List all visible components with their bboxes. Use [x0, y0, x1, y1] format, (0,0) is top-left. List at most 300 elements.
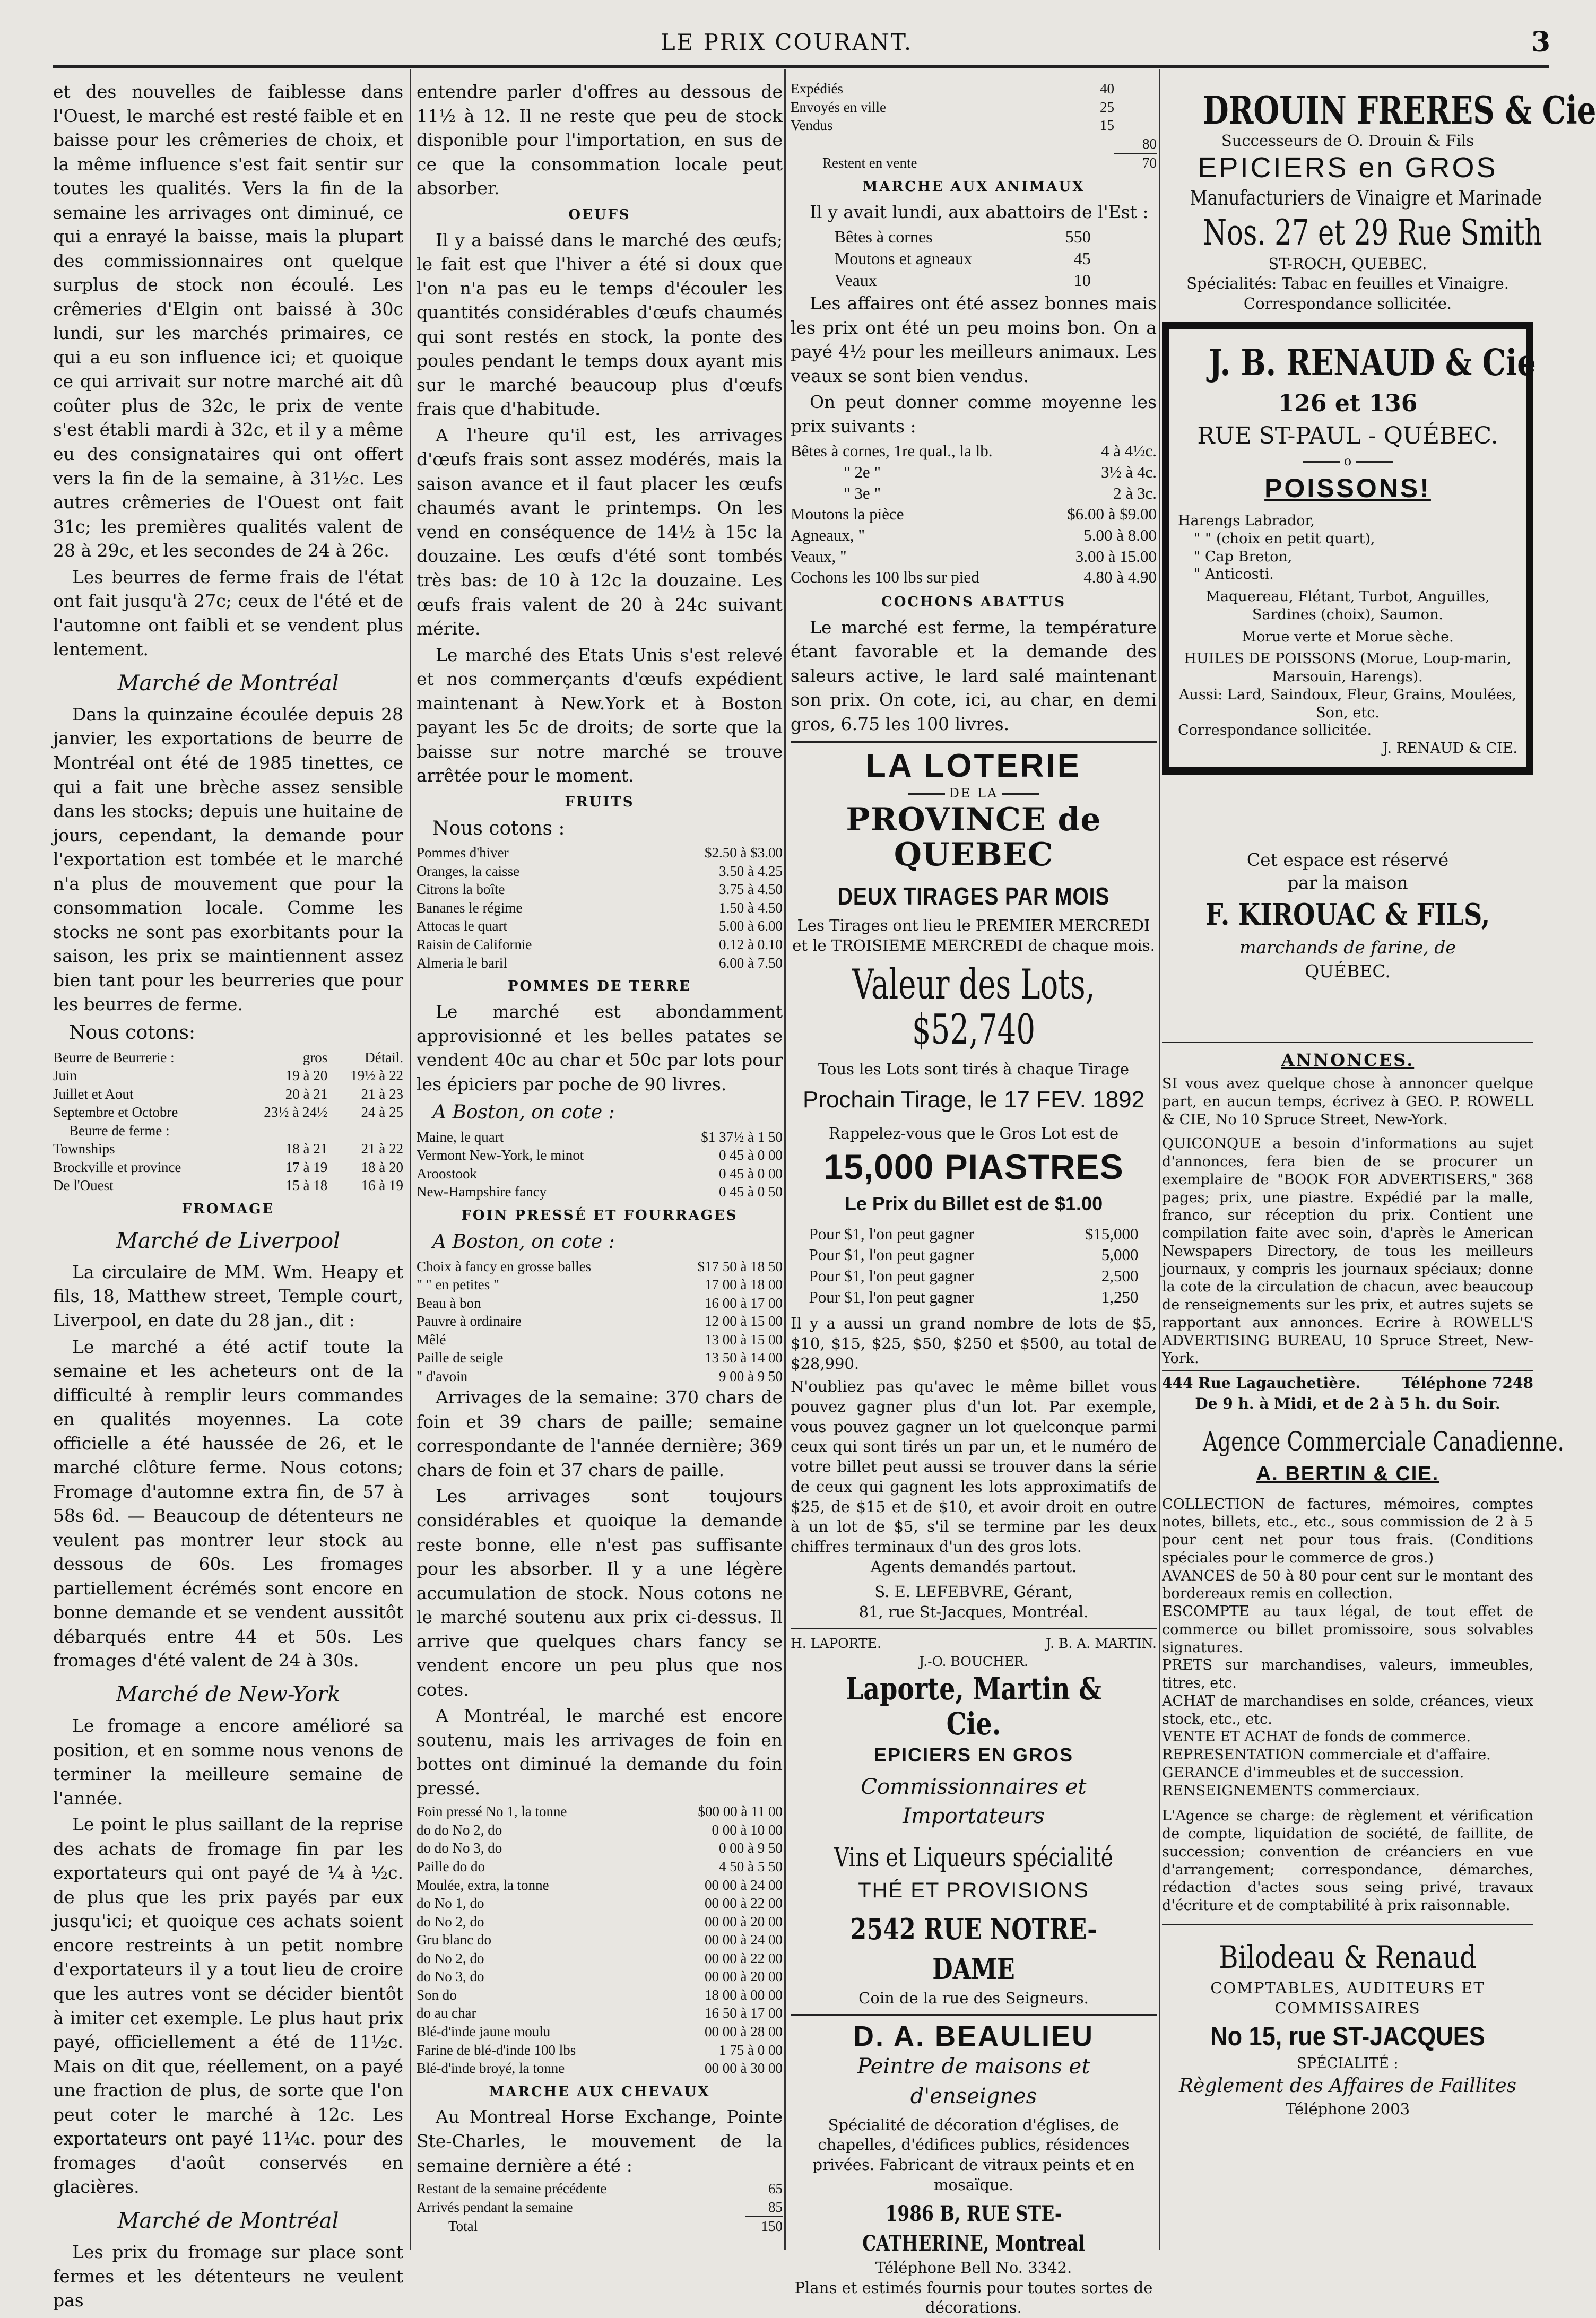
table-cell: 15 à 18 [285, 1177, 328, 1194]
table-row [417, 2198, 783, 2217]
table-cell: 1.50 à 4.50 [719, 899, 783, 916]
table-cell: 18 à 20 [361, 1159, 403, 1175]
table-cell: Citrons la boîte [417, 881, 505, 898]
divider [791, 2014, 1157, 2016]
table-cell: 0 00 à 10 00 [712, 1821, 783, 1838]
table-cell: Gru blanc do [417, 1932, 491, 1948]
table-cell: 00 00 à 24 00 [705, 1877, 783, 1893]
table-row [791, 503, 1157, 525]
column-divider [784, 69, 786, 2250]
divider [1162, 1924, 1533, 1925]
table-cell: Juin [53, 1067, 77, 1084]
table-row [791, 567, 1157, 588]
ad-text: Maquereau, Flétant, Turbot, Anguilles, Sardines (choix), Saumon. [1205, 588, 1490, 623]
table-cell: 6.00 à 7.50 [719, 954, 783, 971]
table-cell: 2,500 [1101, 1266, 1139, 1285]
section-heading: Marché de Montréal [117, 2208, 339, 2233]
ad-text: N'oubliez pas qu'avec le même billet vous pouvez gagner plus d'un lot. Par exemple, vous pouvez gagner un lot quelconque parmi ceux qui sont tirés un par un, et le numéro de votre billet peut aussi se trouver dans la série de ceux qui gagnent les lots approximatifs de $25, de $15 et de $10, et avoir droit en outre à un lot de $5, s'il se termine par les deux chiffres terminaux d'un des gros lots. [791, 1377, 1157, 1556]
ad-text: SPÉCIALITÉ : [1297, 2055, 1399, 2072]
table-cell: $6.00 à $9.00 [1067, 505, 1157, 524]
table-cell: 24 à 25 [361, 1104, 403, 1121]
table-row [809, 1265, 1139, 1287]
ad-title: F. KIROUAC & FILS, [1205, 897, 1490, 932]
table-cell: 13 00 à 15 00 [705, 1331, 783, 1348]
table-cell: 16 00 à 17 00 [705, 1295, 783, 1311]
table-cell: 00 00 à 30 00 [705, 2060, 783, 2077]
ad-text: Il y a aussi un grand nombre de lots de $5, $10, $15, $25, $50, $250 et $500, au total de $28,990. [791, 1314, 1157, 1373]
kirouac-ad [1162, 849, 1533, 984]
ad-title: DROUIN FRERES & Cie [1203, 88, 1596, 133]
table-cell: 00 00 à 22 00 [705, 1895, 783, 1912]
table-cell: Cochons les 100 lbs sur pied [791, 568, 979, 587]
table-cell: $1 37½ à 1 50 [701, 1128, 783, 1145]
ad-text: QUÉBEC. [1305, 961, 1391, 982]
table-row [417, 1294, 783, 1313]
table-cell: Attocas le quart [417, 918, 507, 934]
ad-heading: EPICIERS EN GROS [873, 1744, 1074, 1766]
page-number: 3 [1531, 26, 1552, 58]
paragraph: Les prix du fromage sur place sont fermes et les détenteurs ne veulent pas [53, 2241, 403, 2311]
table-row [53, 1158, 403, 1177]
table-cell: Arrivés pendant la semaine [417, 2199, 573, 2216]
table-cell: 70 [1114, 153, 1157, 172]
paragraph: A l'heure qu'il est, les arrivages d'œufs frais sont assez modérés, mais la saison avance et il faut placer les œufs chaumés avant le printemps. On les vend en conséquence de 14½ à 15c la douzaine. Les œufs d'été sont tombés très bas: de 10 à 12c la douzaine. Les œufs frais valent de 20 à 24c suivant mérite. [417, 424, 783, 639]
ad-text: ACHAT de marchandises en solde, créances, vieux stock, etc., etc. [1162, 1692, 1533, 1727]
table-cell: 5,000 [1101, 1245, 1139, 1264]
table-cell: Farine de blé-d'inde 100 lbs [417, 2042, 576, 2058]
livestock-price-table [791, 440, 1157, 588]
table-row [417, 1275, 783, 1294]
ad-text: GERANCE d'immeubles et de succession. [1162, 1764, 1464, 1781]
ad-title: LA LOTERIE [865, 748, 1082, 785]
ad-text: J.-O. BOUCHER. [919, 1654, 1028, 1670]
table-row [417, 1257, 783, 1276]
table-cell: 3.75 à 4.50 [719, 881, 783, 898]
table-cell: 5.00 à 6.00 [719, 918, 783, 934]
ad-heading: 2542 RUE NOTRE-DAME [850, 1912, 1097, 1986]
table-cell: 9 00 à 9 50 [719, 1368, 783, 1384]
lead-text: Nous cotons: [69, 1021, 196, 1044]
table-cell [1081, 153, 1114, 172]
table-cell: 00 00 à 22 00 [705, 1950, 783, 1966]
ad-text: Téléphone 7248 [1401, 1374, 1533, 1392]
ad-heading: No 15, rue ST-JACQUES [1210, 2021, 1485, 2052]
ad-text: Plans et estimés fournis pour toutes sortes de décorations. [794, 2278, 1153, 2317]
paragraph: Il y avait lundi, aux abattoirs de l'Est : [810, 201, 1149, 222]
ad-text: Téléphone Bell No. 3342. [875, 2258, 1072, 2277]
table-cell: " 2e " [844, 462, 881, 481]
table-cell: Pour $1, l'on peut gagner [809, 1224, 974, 1243]
table-cell: 00 00 à 28 00 [705, 2023, 783, 2039]
table-cell: Beurre de Beurrerie : [53, 1049, 175, 1065]
fruits-price-table [417, 844, 783, 972]
table-cell: 16 50 à 17 00 [705, 2005, 783, 2021]
table-row [791, 80, 1157, 98]
ad-text: Rappelez-vous que le Gros Lot est de [828, 1124, 1119, 1142]
table-cell: 4 50 à 5 50 [719, 1859, 783, 1875]
hay-montreal-price-table [417, 1802, 783, 2077]
ad-heading: DEUX TIRAGES PAR MOIS [837, 882, 1110, 910]
section-heading: Marché de Montréal [117, 671, 339, 696]
table-cell: 21 à 22 [361, 1141, 403, 1157]
table-row [417, 844, 783, 862]
section-heading: COCHONS ABATTUS [881, 594, 1066, 610]
table-row [417, 2022, 783, 2041]
table-cell: 18 à 21 [285, 1141, 328, 1157]
table-cell: 12 00 à 15 00 [705, 1313, 783, 1330]
ad-title: Agence Commerciale Canadienne. [1203, 1426, 1564, 1457]
ad-heading: Manufacturiers de Vinaigre et Marinade [1190, 186, 1542, 210]
ad-text: ST-ROCH, QUEBEC. [1268, 254, 1427, 273]
section-heading: FRUITS [565, 794, 635, 810]
animals-table [835, 226, 1091, 291]
table-cell: 20 à 21 [285, 1086, 328, 1102]
table-cell: Blé-d'inde broyé, la tonne [417, 2060, 565, 2077]
divider [1162, 1042, 1533, 1043]
table-row [791, 440, 1157, 462]
ad-heading: Règlement des Affaires de Faillites [1178, 2075, 1517, 2097]
table-row [809, 1223, 1139, 1245]
table-cell: Moutons et agneaux [834, 249, 973, 268]
table-cell: Pour $1, l'on peut gagner [809, 1266, 974, 1285]
table-cell: Détail. [365, 1049, 403, 1065]
ad-text: Harengs Labrador, [1178, 513, 1315, 529]
paragraph: Les arrivages sont toujours considérables et quoique la demande reste bonne, elle n'est pas suffisante pour les absorber. Il y a une légère accumulation de stock. Nous cotons ne le marché soutenu aux prix ci-dessus. Il arrive que quelques chars fancy se vendent encore un peu plus que nos cotes. [417, 1486, 783, 1700]
table-cell [1114, 98, 1157, 117]
table-cell: 17 00 à 18 00 [705, 1277, 783, 1293]
ad-text: Coin de la rue des Seigneurs. [858, 1989, 1089, 2008]
agence-ad [1162, 1373, 1564, 1915]
ad-text: 444 Rue Lagauchetière. [1162, 1374, 1361, 1392]
page-header [0, 26, 1573, 61]
ad-text: " " (choix en petit quart), [1194, 530, 1375, 547]
table-row [417, 1876, 783, 1895]
table-row [417, 1367, 783, 1386]
table-row [791, 153, 1157, 172]
table-row [417, 1165, 783, 1183]
section-heading: MARCHE AUX ANIMAUX [862, 178, 1085, 195]
table-row [417, 1839, 783, 1857]
table-row [417, 1802, 783, 1821]
table-cell: do No 1, do [417, 1895, 484, 1912]
ad-text: SI vous avez quelque chose à annoncer quelque part, en aucun temps, écrivez à GEO. P. ROWELL & CIE, No 10 Spruce Street, New-York. [1162, 1075, 1533, 1128]
ad-heading: Commissionnaires et Importateurs [861, 1774, 1087, 1828]
ad-text: De 9 h. à Midi, et de 2 à 5 h. du Soir. [1195, 1394, 1500, 1412]
table-row [417, 1821, 783, 1839]
table-cell: Moutons la pièce [791, 505, 904, 524]
table-row [835, 270, 1091, 291]
ad-text: Morue verte et Morue sèche. [1242, 628, 1454, 645]
section-heading: FROMAGE [181, 1201, 275, 1217]
ad-heading: Valeur des Lots, $52,740 [852, 960, 1095, 1054]
table-row [809, 1287, 1139, 1308]
ad-text: VENTE ET ACHAT de fonds de commerce. [1162, 1729, 1471, 1746]
paragraph: Au Montreal Horse Exchange, Pointe Ste-Charles, le mouvement de la semaine dernière a été : [417, 2106, 783, 2176]
divider [791, 1628, 1157, 1629]
table-cell: Foin pressé No 1, la tonne [417, 1803, 567, 1820]
section-heading: Marché de New-York [116, 1682, 341, 1707]
paragraph: Le point le plus saillant de la reprise des achats de fromage fin par les exportateurs qui ont payé de ¼ à ½c. de plus que les prix payés par eux jusqu'ici; et quoique ces achats soient encore restreints à un petit nombre d'exportateurs il y a tout lieu de croire que les autres vont se décider bientôt à imiter cet exemple. Le plus haut prix payé, officiellement a été de 11½c. Mais on dit que, réellement, on a payé une fraction de plus, de sorte que l'on peut coter le marché à 12c. Les exportateurs ont payé 11¼c. pour des fromages d'août conservés en glacières. [53, 1814, 403, 2198]
table-cell: 00 00 à 20 00 [705, 1913, 783, 1930]
section-heading: Marché de Liverpool [116, 1228, 340, 1253]
table-cell: Envoyés en ville [791, 99, 886, 115]
beaulieu-ad [791, 2021, 1157, 2318]
ad-text: Correspondance sollicitée. [1243, 294, 1452, 312]
ad-text: HUILES DE POISSONS (Morue, Loup-marin, Marsouin, Harengs). [1184, 650, 1512, 685]
ad-subtitle: DE LA [791, 785, 1157, 802]
lead-text: A Boston, on cote : [432, 1230, 615, 1253]
table-cell: Agneaux, " [791, 525, 865, 544]
table-cell: 85 [768, 2199, 783, 2215]
ad-text: PRETS sur marchandises, valeurs, immeubles, titres, etc. [1162, 1657, 1533, 1692]
ad-text: AVANCES de 50 à 80 pour cent sur le montant des bordereaux remis en collection. [1162, 1567, 1533, 1602]
table-cell: 25 [1100, 99, 1114, 115]
ad-heading: Prochain Tirage, le 17 FEV. 1892 [802, 1086, 1145, 1113]
table-row [791, 546, 1157, 567]
table-cell: New-Hampshire fancy [417, 1184, 547, 1200]
paragraph: On peut donner comme moyenne les prix suivants : [791, 392, 1157, 437]
table-cell: do No 3, do [417, 1968, 484, 1985]
table-cell: 00 00 à 20 00 [705, 1968, 783, 1985]
table-row [791, 116, 1157, 135]
table-row [417, 1949, 783, 1968]
ad-text: COLLECTION de factures, mémoires, comptes notes, billets, etc., etc., sous commission de 2 à 5 pour cent net pour tous frais. (Conditions spéciales pour le commerce de gros.) [1162, 1496, 1533, 1566]
paragraph: et des nouvelles de faiblesse dans l'Ouest, le marché est resté faible et en baisse pour les crêmeries de choix, et la même influence s'est fait sentir sur toutes les qualités. Vers la fin de la semaine les arrivages ont diminué, ce qui a enrayé la baisse, mais la plupart des commissionnaires ont quelque surplus de stock non écoulé. Les crêmeries d'Elgin ont baissé à 30c lundi, sur les marchés primaires, ce qui a eu son influence ici; et quoique ce qui arrivait sur notre marché ait dû coûter plus de 32c, le prix de vente s'est établi mardi à 32c, et il y a même eu des consignataires qui ont offert vers la fin de la semaine, à 31½c. Les autres crêmeries de l'Ouest ont fait 31c; les premières qualités valent de 28 à 29c, et les secondes de 24 à 26c. [53, 81, 403, 561]
table-cell: 0.12 à 0.10 [719, 936, 783, 953]
paragraph: Arrivages de la semaine: 370 chars de foin et 39 chars de paille; semaine correspondante de l'année dernière; 369 chars de foin et 37 chars de paille. [417, 1387, 783, 1480]
column-3 [791, 80, 1157, 2317]
table-cell: 15 [1100, 117, 1114, 134]
table-cell: Son do [417, 1986, 457, 2003]
ad-text: J. B. A. MARTIN. [1046, 1635, 1157, 1651]
ad-text: COMMISSAIRES [1274, 1999, 1421, 2017]
table-cell: Townships [53, 1141, 115, 1157]
paragraph: Le marché a été actif toute la semaine et les acheteurs ont de la difficulté à remplir leurs commandes en qualités moyennes. La cote officielle a été haussée de 26, et le marché clôture ferme. Nous cotons; Fromage d'automne extra fin, de 57 à 58s 6d. — Beaucoup de détenteurs ne veulent pas montrer leur stock au dessous de 60s. Les fromages partiellement écrémés sont encore en bonne demande et se vendent aussitôt débarqués entre 44 et 50s. Les fromages d'été valent de 24 à 30s. [53, 1336, 403, 1671]
table-cell: Oranges, la caisse [417, 863, 520, 879]
table-cell: do do No 2, do [417, 1821, 502, 1838]
table-cell: 80 [1142, 135, 1157, 152]
ad-heading: 15,000 PIASTRES [823, 1147, 1124, 1187]
table-row [417, 862, 783, 881]
potato-price-table [417, 1128, 783, 1201]
ad-text: Tous les Lots sont tirés à chaque Tirage [818, 1060, 1130, 1079]
laporte-ad [791, 1635, 1157, 2009]
ad-address [1162, 1373, 1533, 1394]
table-row [417, 1894, 783, 1913]
table-cell: Paille de seigle [417, 1350, 504, 1366]
table-cell: " d'avoin [417, 1368, 468, 1384]
prizes-table [809, 1223, 1139, 1308]
table-cell: Veaux [834, 271, 877, 290]
table-cell [1114, 116, 1157, 135]
table-cell: 0 45 à 0 50 [719, 1184, 783, 1200]
ad-heading: 126 et 136 [1278, 390, 1418, 418]
table-cell: 1 75 à 0 00 [719, 2042, 783, 2058]
ad-text: RENSEIGNEMENTS commerciaux. [1162, 1782, 1420, 1799]
renaud-ad [1162, 322, 1536, 775]
ad-heading: Nos. 27 et 29 Rue Smith [1203, 212, 1542, 254]
ad-text: " Anticosti. [1194, 566, 1274, 583]
table-row [417, 935, 783, 954]
table-row [791, 525, 1157, 546]
paragraph: Dans la quinzaine écoulée depuis 28 janvier, les exportations de beurre de Montréal ont été de 1985 tinettes, ce qui a fait une brèche assez sensible dans les stocks; depuis une huitaine de jours, cependant, la demande pour l'exportation est tombée et le marché n'a plus de mouvement que pour la consommation locale. Comme les stocks ne sont pas exorbitants pour la saison, les prix se maintiennent assez bien tant pour les beurreries que pour les beurres de ferme. [53, 704, 403, 1015]
table-cell: 3.00 à 15.00 [1075, 546, 1157, 566]
table-cell: 2 à 3c. [1113, 483, 1157, 502]
hay-boston-price-table [417, 1257, 783, 1386]
table-cell: Bêtes à cornes, 1re qual., la lb. [791, 441, 993, 461]
ad-text: Cet espace est réservé [1246, 849, 1449, 870]
table-cell: 40 [1100, 81, 1114, 97]
table-row [417, 2217, 783, 2236]
section-heading: FOIN PRESSÉ ET FOURRAGES [461, 1207, 738, 1223]
table-row [417, 1857, 783, 1876]
section-heading: OEUFS [568, 206, 631, 223]
table-cell [791, 135, 1081, 154]
ad-names [791, 1635, 1157, 1653]
table-cell: 4 à 4½c. [1100, 441, 1157, 461]
table-cell: 1,250 [1101, 1287, 1139, 1306]
loterie-ad [791, 748, 1157, 1622]
table-row [417, 1312, 783, 1331]
lead-text: A Boston, on cote : [432, 1101, 615, 1124]
ad-text: L'Agence se charge: de règlement et vérification de compte, liquidation de société, de faillite, de succession; convention de créanciers en vue d'arrangement; correspondance, démarches, rédaction d'actes sous seing privé, travaux d'écriture et de comptabilité à prix raisonnable. [1162, 1808, 1533, 1914]
table-cell: 150 [745, 2217, 783, 2236]
table-cell: 65 [768, 2181, 783, 2197]
table-cell: Vermont New-York, le minot [417, 1147, 584, 1164]
table-cell: Total [448, 2218, 478, 2234]
table-cell: Almeria le baril [417, 954, 507, 971]
table-cell: Beau à bon [417, 1295, 481, 1311]
ad-heading: RUE ST-PAUL - QUÉBEC. [1197, 422, 1498, 450]
table-cell: 0 45 à 0 00 [719, 1147, 783, 1164]
ad-text: Le Prix du Billet est de $1.00 [844, 1192, 1103, 1214]
ad-text: REPRESENTATION commerciale et d'affaire. [1162, 1747, 1491, 1764]
paragraph: entendre parler d'offres au dessous de 11½ à 12. Il ne reste que peu de stock disponible pour l'importation, en sus de ce que la consommation locale peut absorber. [417, 81, 783, 199]
table-row [835, 226, 1091, 248]
butter-price-table [53, 1048, 403, 1195]
column-1 [53, 80, 403, 2311]
table-cell: Bêtes à cornes [834, 227, 933, 247]
ornament: o [1178, 453, 1517, 470]
table-cell: 45 [1073, 249, 1091, 268]
table-cell: 550 [1065, 227, 1091, 247]
table-row [809, 1244, 1139, 1265]
table-cell: 18 00 à 00 00 [705, 1986, 783, 2003]
table-cell: Bananes le régime [417, 899, 523, 916]
table-cell: Blé-d'inde jaune moulu [417, 2023, 551, 2039]
ad-text: Spécialités: Tabac en feuilles et Vinaigre. [1186, 274, 1509, 293]
table-row [53, 1085, 403, 1104]
table-cell: Pour $1, l'on peut gagner [809, 1245, 974, 1264]
ad-text: Spécialité de décoration d'églises, de chapelles, d'édifices publics, résidences privées. Fabricant de vitraux peints et en mosaïque. [812, 2115, 1135, 2194]
section-heading: ANNONCES. [1281, 1049, 1415, 1070]
table-row [417, 954, 783, 973]
table-row [417, 1146, 783, 1165]
newspaper-title: LE PRIX COURANT. [660, 29, 913, 55]
ad-title: PROVINCE de QUEBEC [846, 801, 1101, 873]
paragraph: Il y a baissé dans le marché des œufs; le fait est que l'hiver a été si doux que l'on n'a pas eu le temps d'écouler les quantités considérables d'œufs chaumés qui sont restés en stock, la ponte des poules pendant le temps doux ayant mis sur le marché beaucoup plus d'œufs frais que d'habitude. [417, 229, 783, 420]
table-row [417, 1349, 783, 1367]
column-divider [1159, 69, 1160, 2250]
table-row [417, 1331, 783, 1349]
ad-text: ESCOMPTE au taux légal, de tout effet de commerce ou billet promissoire, sous solvables signatures. [1162, 1603, 1533, 1656]
table-cell: 21 à 23 [361, 1086, 403, 1102]
table-cell: Aroostook [417, 1165, 477, 1182]
table-header [53, 1048, 403, 1067]
table-cell: Mêlé [417, 1331, 446, 1348]
table-cell: Raisin de Californie [417, 936, 532, 953]
table-cell: 19 à 20 [285, 1067, 328, 1084]
ad-heading: THÉ ET PROVISIONS [858, 1879, 1089, 1903]
section-heading: MARCHE AUX CHEVAUX [489, 2083, 710, 2100]
table-row [835, 248, 1091, 270]
table-cell: do No 2, do [417, 1913, 484, 1930]
table-cell [1081, 135, 1114, 154]
table-row [53, 1176, 403, 1195]
ad-text: H. LAPORTE. [791, 1635, 881, 1651]
ad-text: Aussi: Lard, Saindoux, Fleur, Grains, Moulées, Son, etc. [1178, 686, 1517, 721]
table-row [417, 1967, 783, 1986]
table-cell: Pour $1, l'on peut gagner [809, 1287, 974, 1306]
table-cell: Pauvre à ordinaire [417, 1313, 522, 1330]
table-cell: Restant de la semaine précédente [417, 2181, 607, 2197]
table-row [417, 899, 783, 917]
table-row [417, 917, 783, 935]
table-row [417, 880, 783, 899]
table-cell: 4.80 à 4.90 [1083, 568, 1157, 587]
ad-heading: Peintre de maisons et d'enseignes [857, 2054, 1090, 2108]
ad-text: marchands de farine, de [1239, 936, 1456, 958]
table-cell: Choix à fancy en grosse balles [417, 1258, 592, 1274]
table-cell: 17 à 19 [285, 1159, 328, 1175]
table-row [417, 2180, 783, 2198]
table-cell: 0 45 à 0 00 [719, 1165, 783, 1182]
table-cell: Expédiés [791, 81, 843, 97]
ad-heading: EPICIERS en GROS [1198, 151, 1498, 184]
table-cell: Paille do do [417, 1859, 485, 1875]
table-cell: 16 à 19 [361, 1177, 403, 1194]
table-cell: Beurre de ferme : [69, 1122, 170, 1139]
table-cell: Veaux, " [791, 546, 847, 566]
bilodeau-ad [1162, 1936, 1533, 2120]
ad-text: Agents demandés partout. [870, 1557, 1077, 1576]
ad-text: Correspondance sollicitée. [1178, 722, 1372, 739]
ad-title: Bilodeau & Renaud [1219, 1939, 1477, 1975]
table-cell: 0 00 à 9 50 [719, 1840, 783, 1856]
table-row [791, 135, 1157, 154]
ad-title: D. A. BEAULIEU [853, 2020, 1094, 2052]
table-row [53, 1122, 403, 1140]
table-cell: do do No 3, do [417, 1840, 502, 1856]
ad-text: par la maison [1287, 872, 1408, 893]
ad-text: Les Tirages ont lieu le PREMIER MERCREDI et le TROISIEME MERCREDI de chaque mois. [792, 916, 1155, 954]
table-cell: Maine, le quart [417, 1128, 504, 1145]
drouin-ad [1162, 80, 1596, 314]
table-cell: Juillet et Aout [53, 1086, 134, 1102]
header-rule [53, 65, 1549, 68]
ad-text: QUICONQUE a besoin d'informations au sujet d'annonces, fera bien de se procurer un exemplaire de "BOOK FOR ADVERTISERS," 368 pages; prix, une piastre. Expédié par la malle, franco, sur réception du prix. Contient une compilation faite avec soin, d'après le American Newspapers Directory, de tous les meilleurs journaux, y compris les journaux spéciaux; donne la cote de la circulation de chacun, avec beaucoup de renseignements sur les prix, et autres sujets se rapportant aux annonces. Ecrire à ROWELL'S ADVERTISING BUREAU, 10 Spruce Street, New-York. [1162, 1135, 1533, 1367]
ad-title: Laporte, Martin & Cie. [845, 1670, 1102, 1742]
column-4 [1162, 80, 1596, 2244]
ad-heading: Vins et Liqueurs spécialité [834, 1842, 1113, 1873]
table-cell: 5.00 à 8.00 [1083, 525, 1157, 544]
table-cell: " " en petites " [417, 1277, 500, 1293]
divider [791, 741, 1157, 743]
table-row [417, 1986, 783, 2004]
table-cell: 23½ à 24½ [264, 1104, 328, 1121]
paragraph: Le marché est abondamment approvisionné et les belles patates se vendent 40c au char et 50c par lots pour les épiciers par poche de 90 livres. [417, 1001, 783, 1095]
table-cell: Moulée, extra, la tonne [417, 1877, 549, 1893]
